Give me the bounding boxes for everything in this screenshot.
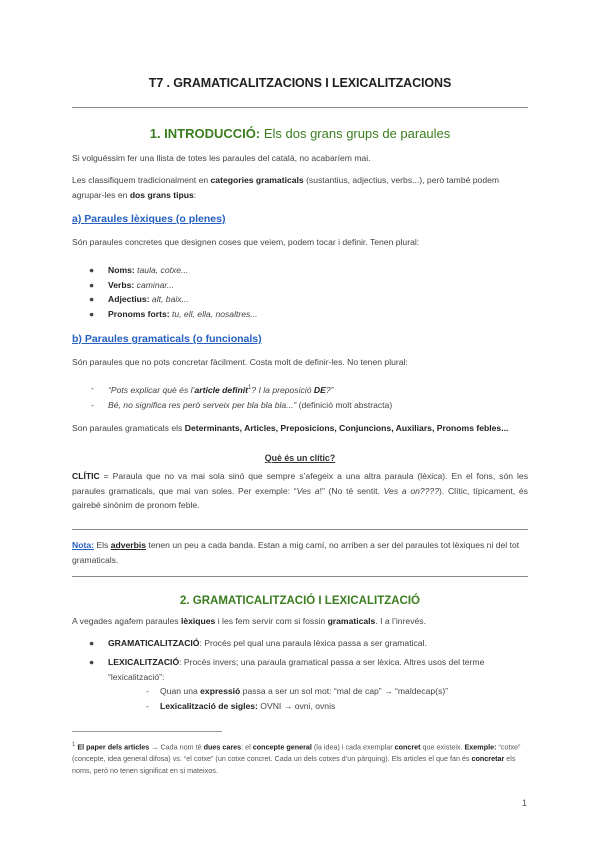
list-item: ● Verbs: caminar... [89, 279, 175, 290]
section-2-heading: 2. GRAMATICALITZACIÓ I LEXICALITZACIÓ [180, 595, 420, 607]
grammatical-description: Són paraules que no pots concretar fàcilment. Costa molt de definir-les. No tenen plural: [72, 357, 408, 367]
list-item: - Lexicalització de sigles: OVNI → ovni, ovnis [146, 701, 336, 712]
list-item: ● GRAMATICALITZACIÓ: Procés pel qual una paraula lèxica passa a ser gramatical. [89, 638, 427, 648]
section-1-number: 1. INTRODUCCIÓ: [149, 126, 261, 141]
section-1-heading [72, 126, 528, 141]
lexical-list [72, 263, 257, 321]
list-item: ● LEXICALITZACIÓ: Procés invers; una paraula gramatical passa a ser lèxica. Altres usos del terme “lexicalització”: - Quan una expressió passa a ser un sol mot: “mal de cap” → “maldecap(s)” - Lexicalització de sigles: OVNI → ovni, ovnis [72, 655, 528, 714]
list-item: ● Noms: taula, cotxe... [89, 265, 189, 275]
section-1-title: Els dos grans grups de paraules [260, 126, 451, 141]
example-quotes [72, 381, 392, 412]
divider [72, 529, 528, 530]
lexicalization-sublist [108, 684, 528, 714]
list-item: ● Pronoms forts: tu, ell, ella, nosaltres... [89, 308, 258, 319]
process-list [72, 636, 528, 714]
divider [72, 107, 528, 108]
grammatical-list-paragraph: Son paraules gramaticals els Determinants, Articles, Preposicions, Conjuncions, Auxiliars, Pronoms febles... [72, 423, 509, 433]
clitic-heading: Què és un clític? [264, 453, 336, 463]
intro-paragraph: Si volguéssim fer una llista de totes les paraules del català, no acabaríem mai. [72, 153, 371, 163]
classification-paragraph: Les classifiquem tradicionalment en categories gramaticals (sustantius, adjectius, verbs...), però també podem agrupar-les en dos grans tipus: [72, 175, 500, 200]
divider [72, 576, 528, 577]
list-item: - Quan una expressió passa a ser un sol mot: “mal de cap” → “maldecap(s)” [146, 686, 449, 697]
lexical-description: Són paraules concretes que designen coses que veiem, podem tocar i definir. Tenen plural: [72, 237, 420, 247]
footnote: $^1$ El paper dels articles → Cada nom té dues cares: el concepte general (la idea) i cada exemplar concret que existeix. Exemple: “cotxe” (concepte, idea general difosa) vs. “el cotxe” (un cotxe concret. Cada un dels cotxes d’un pàrquing). Els articles el que fan és concretar els noms, però no tenen significat en si mateixos. [72, 742, 521, 776]
list-item: ● Adjectius: alt, baix... [89, 294, 189, 305]
note-paragraph: Nota: Els adverbis tenen un peu a cada banda. Estan a mig camí, no arriben a ser del paraules tot lèxiques ni del tot gramaticals. [72, 540, 520, 565]
page-number: 1 [522, 798, 528, 808]
clitic-paragraph: CLÍTIC = Paraula que no va mai sola sinó que sempre s’afegeix a una altra paraula (lèxica). En el fons, són les paraules gramaticals, que mai van soles. Per exemple: “Ves a!” (No té sentit. Ves a on????). Clític, típicament, és gairebé sinònim de pronom feble. [72, 471, 528, 510]
grammatical-heading: b) Paraules gramaticals (o funcionals) [72, 333, 262, 345]
list-item: - Bé, no significa res però serveix per bla bla bla...” (definició molt abstracta) [91, 399, 393, 410]
lexical-heading: a) Paraules lèxiques (o plenes) [72, 213, 226, 225]
page-title: T7 . GRAMATICALITZACIONS I LEXICALITZACIONS [148, 76, 452, 90]
section-2-intro: A vegades agafem paraules lèxiques i les fem servir com si fossin gramaticals. I a l’inrevés. [72, 616, 426, 626]
footnote-divider [72, 731, 222, 732]
list-item: - “Pots explicar què és l’article definit$^1$? I la preposició DE?” [91, 383, 334, 395]
